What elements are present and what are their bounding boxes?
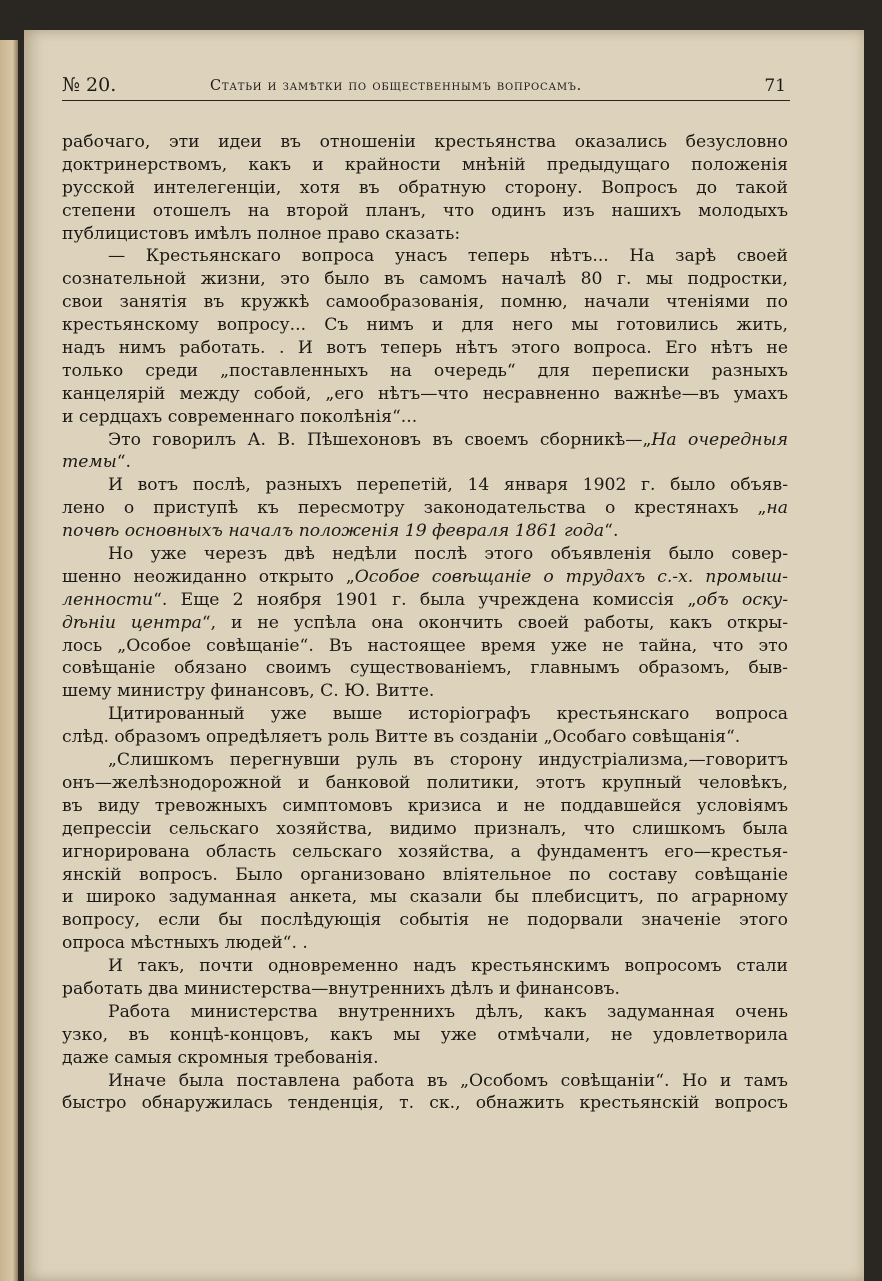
text-line [62,543,788,566]
text-segment: публицистовъ имѣлъ полное право сказать: [62,223,461,244]
text-segment: работать два министерства—внутреннихъ дѣлъ и финансовъ. [62,978,620,999]
text-segment: канцелярій между собой, „его нѣтъ—что несравненно важнѣе—въ умахъ [62,383,788,404]
text-line [62,1024,788,1047]
text-line [62,818,788,841]
text-segment: янскій вопросъ. Было организовано вліятельное по составу совѣщаніе [62,864,788,885]
italic-text: ленности [62,589,154,610]
italic-text: темы [62,452,117,473]
text-segment: Но уже черезъ двѣ недѣли послѣ этого объявленія было совер- [108,544,788,565]
facing-page-edge [0,40,18,1281]
text-segment: “. Еще 2 ноября 1901 г. была учреждена комиссія „ [153,589,697,610]
text-line [62,520,788,543]
page-number: 71 [764,76,786,96]
text-segment: Цитированный уже выше исторіографъ крестьянскаго вопроса [108,704,788,725]
text-segment: онъ—желѣзнодорожной и банковой политики, этотъ крупный человѣкъ, [62,772,788,793]
text-segment: и сердцахъ современнаго поколѣнія“... [62,406,418,427]
text-segment: „Слишкомъ перегнувши руль въ сторону индустріализма,—говоритъ [108,750,788,771]
text-segment: только среди „поставленныхъ на очередь“ для переписки разныхъ [62,360,788,381]
text-segment: доктринерствомъ, какъ и крайности мнѣній предыдущаго положенія [62,154,788,175]
running-header [62,72,790,101]
text-segment: Работа министерства внутреннихъ дѣлъ, какъ задуманная очень [108,1001,788,1022]
text-segment: слѣд. образомъ опредѣляетъ роль Витте въ созданіи „Особаго совѣщанія“. [62,727,741,748]
text-line [62,841,788,864]
text-segment: “. [116,452,131,473]
text-line [62,429,788,452]
text-line [62,886,788,909]
text-line [62,1070,788,1093]
text-line [62,474,788,497]
text-segment: И вотъ послѣ, разныхъ перепетій, 14 января 1902 г. было объяв- [108,475,788,496]
italic-text: почвѣ основныхъ началъ положенія 19 февраля 1861 года [62,521,605,542]
running-title: Статьи и замѣтки по общественнымъ вопросамъ. [210,78,583,94]
text-line [62,703,788,726]
text-segment: депрессіи сельскаго хозяйства, видимо призналъ, что слишкомъ была [62,818,788,839]
italic-text: Особое совѣщаніе о трудахъ с.-х. промыш- [354,566,788,587]
text-line [62,1092,788,1115]
text-line [62,657,788,680]
text-line [62,589,788,612]
text-line [62,1001,788,1024]
issue-number: № 20. [62,74,117,96]
text-line [62,360,788,383]
text-line [62,1047,788,1070]
text-line [62,383,788,406]
text-line [62,909,788,932]
text-line [62,864,788,887]
text-line [62,406,788,429]
text-line [62,154,788,177]
text-segment: Иначе была поставлена работа въ „Особомъ совѣщаніи“. Но и тамъ [108,1070,788,1091]
text-segment: крестьянскому вопросу... Съ нимъ и для него мы готовились жить, [62,315,788,336]
text-line [62,245,788,268]
text-segment: русской интелегенціи, хотя въ обратную сторону. Вопросъ до такой [62,177,788,198]
text-line [62,223,788,246]
text-line [62,451,788,474]
text-segment: лось „Особое совѣщаніе“. Въ настоящее время уже не тайна, что это [62,635,788,656]
text-segment: рабочаго, эти идеи въ отношеніи крестьянства оказались безусловно [62,132,788,152]
text-segment: шему министру финансовъ, С. Ю. Витте. [62,681,435,702]
text-segment: опроса мѣстныхъ людей“. . [62,933,308,954]
text-line [62,955,788,978]
text-segment: “, и не успѣла она окончить своей работы, какъ откры- [201,612,788,633]
text-segment: И такъ, почти одновременно надъ крестьянскимъ вопросомъ стали [108,956,788,977]
text-line [62,635,788,658]
text-line [62,772,788,795]
text-segment: быстро обнаружилась тенденція, т. ск., обнажить крестьянскій вопросъ [62,1093,788,1114]
italic-text: объ оску- [696,589,788,610]
text-line [62,131,788,154]
text-segment: въ виду тревожныхъ симптомовъ кризиса и не поддавшейся условіямъ [62,795,788,816]
text-line [62,612,788,635]
text-segment: совѣщаніе обязано своимъ существованіемъ, главнымъ образомъ, быв- [62,658,788,679]
text-segment: и широко задуманная анкета, мы сказали бы плебисцитъ, по аграрному [62,887,788,908]
text-line [62,680,788,703]
text-line [62,177,788,200]
text-line [62,337,788,360]
text-segment: вопросу, если бы послѣдующія событія не подорвали значеніе этого [62,910,788,931]
text-segment: Это говорилъ А. В. Пѣшехоновъ въ своемъ сборникѣ—„ [108,429,652,450]
body-text [62,131,788,1115]
text-segment: шенно неожиданно открыто „ [62,566,355,587]
text-line [62,291,788,314]
italic-text: На очередныя [651,429,788,450]
text-segment: сознательной жизни, это было въ самомъ началѣ 80 г. мы подростки, [62,269,788,290]
text-line [62,726,788,749]
text-line [62,314,788,337]
text-line [62,749,788,772]
text-segment: свои занятія въ кружкѣ самообразованія, помню, начали чтеніями по [62,292,788,313]
text-segment: надъ нимъ работать. . И вотъ теперь нѣтъ этого вопроса. Его нѣтъ не [62,338,788,359]
text-segment: даже самыя скромныя требованія. [62,1047,379,1068]
text-segment: лено о приступѣ къ пересмотру законодательства о крестянахъ „ [62,498,767,519]
text-line [62,932,788,955]
text-segment: “. [604,521,619,542]
text-line [62,268,788,291]
text-line [62,200,788,223]
text-segment: степени отошелъ на второй планъ, что одинъ изъ нашихъ молодыхъ [62,200,788,221]
text-segment: игнорирована область сельскаго хозяйства, а фундаментъ его—крестья- [62,841,788,862]
text-line [62,978,788,1001]
text-segment: — Крестьянскаго вопроса унасъ теперь нѣтъ... На зарѣ своей [108,246,788,267]
italic-text: дѣніи центра [62,612,202,633]
italic-text: на [766,498,788,519]
text-line [62,566,788,589]
text-segment: узко, въ концѣ-концовъ, какъ мы уже отмѣчали, не удовлетворила [62,1024,788,1045]
text-line [62,795,788,818]
text-line [62,497,788,520]
